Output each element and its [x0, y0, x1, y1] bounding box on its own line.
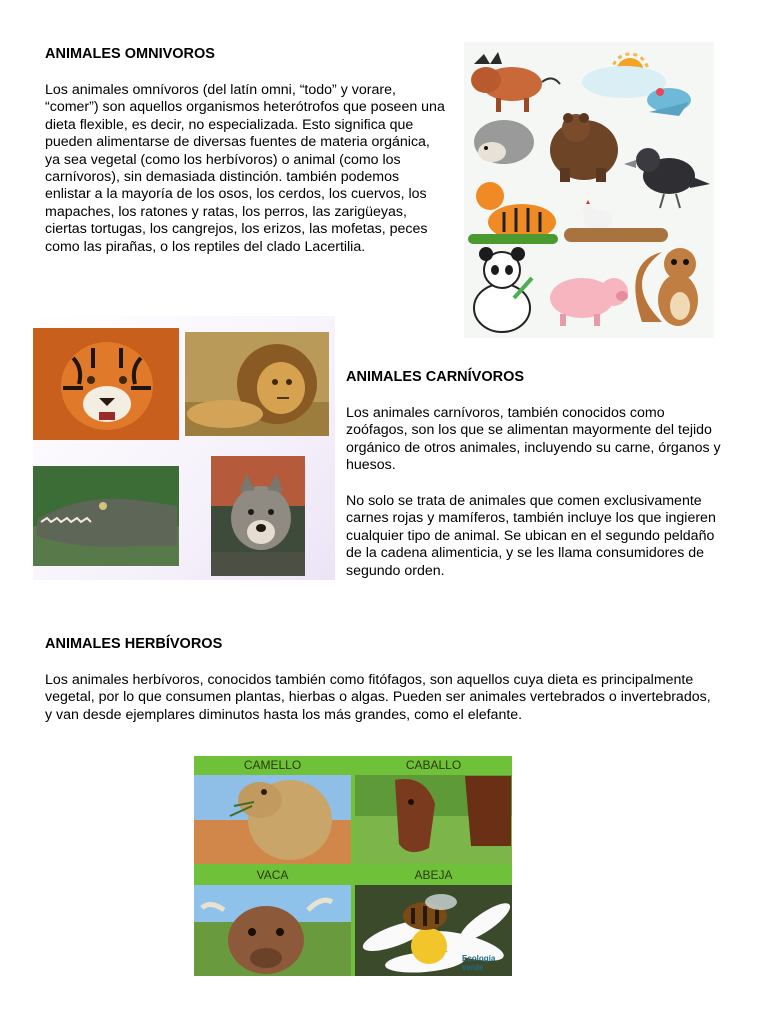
omnivoros-paragraph: Los animales omnívoros (del latín omni, “todo” y vorare, “comer”) son aquellos organismos heterótrofos que poseen una dieta flexible, es decir, no especializada. Esto significa que pueden alimentarse de diversas fuentes de materia orgánica, ya sea vegetal (como los herbívoros) o animal (como los carnívoros), sin demasiada distinción. también podemos enlistar a la mayoría de los osos, los cerdos, los cuervos, los mapaches, los ratones y ratas, los perros, las zarigüeyas, ciertas tortugas, los cangrejos, los erizos, las mofetas, peces como las pirañas, o los reptiles del clado Lacertilia.	[45, 82, 445, 255]
omnivoros-heading: ANIMALES OMNIVOROS	[45, 46, 215, 62]
panda-icon	[474, 247, 532, 332]
camel-photo	[194, 756, 351, 864]
bird-icon	[582, 66, 691, 116]
crocodile-photo	[33, 466, 179, 566]
carnivore-photo-collage	[33, 316, 335, 580]
lion-photo	[185, 332, 329, 436]
herbivore-photo-grid	[194, 756, 512, 976]
cow-photo	[194, 866, 351, 976]
squirrel-icon	[635, 248, 698, 326]
herbivoros-heading: ANIMALES HERBÍVOROS	[45, 636, 223, 652]
boar-icon	[471, 52, 560, 112]
carnivoros-paragraph-2: No solo se trata de animales que comen exclusivamente carnes rojas y mamíferos, también incluye los que ingieren cualquier tipo de animal. Se ubican en el segundo peldaño de la cadena alimenticia, y se les llama consumidores de segundo orden.	[346, 493, 716, 579]
cow-label: VACA	[194, 866, 351, 885]
omnivore-clipart-figure	[464, 42, 714, 338]
horse-photo	[355, 756, 512, 864]
tiger-photo	[33, 328, 179, 440]
tiger-icon	[468, 182, 558, 244]
horse-label: CABALLO	[355, 756, 512, 775]
herbivoros-paragraph: Los animales herbívoros, conocidos también como fitófagos, son aquellos cuya dieta es principalmente vegetal, por lo que consumen plantas, hierbas o algas. Pueden ser animales vertebrados o invertebrados, y van desde ejemplares diminutos hasta los más grandes, como el elefante.	[45, 672, 711, 723]
ecologia-verde-logo: Ecología verde	[462, 954, 496, 972]
bee-label: ABEJA	[355, 866, 512, 885]
hen-icon	[564, 200, 668, 242]
crow-icon	[624, 148, 710, 208]
bee-photo	[355, 866, 512, 976]
bear-icon	[550, 113, 618, 182]
carnivoros-heading: ANIMALES CARNÍVOROS	[346, 369, 525, 385]
wolf-photo	[211, 456, 305, 576]
camel-label: CAMELLO	[194, 756, 351, 775]
hedgehog-icon	[474, 120, 534, 164]
carnivoros-paragraph-1: Los animales carnívoros, también conocidos como zoófagos, son los que se alimentan mayormente del tejido orgánico de otros animales, incluyendo su carne, órganos y huesos.	[346, 405, 721, 474]
pig-icon	[550, 278, 628, 326]
